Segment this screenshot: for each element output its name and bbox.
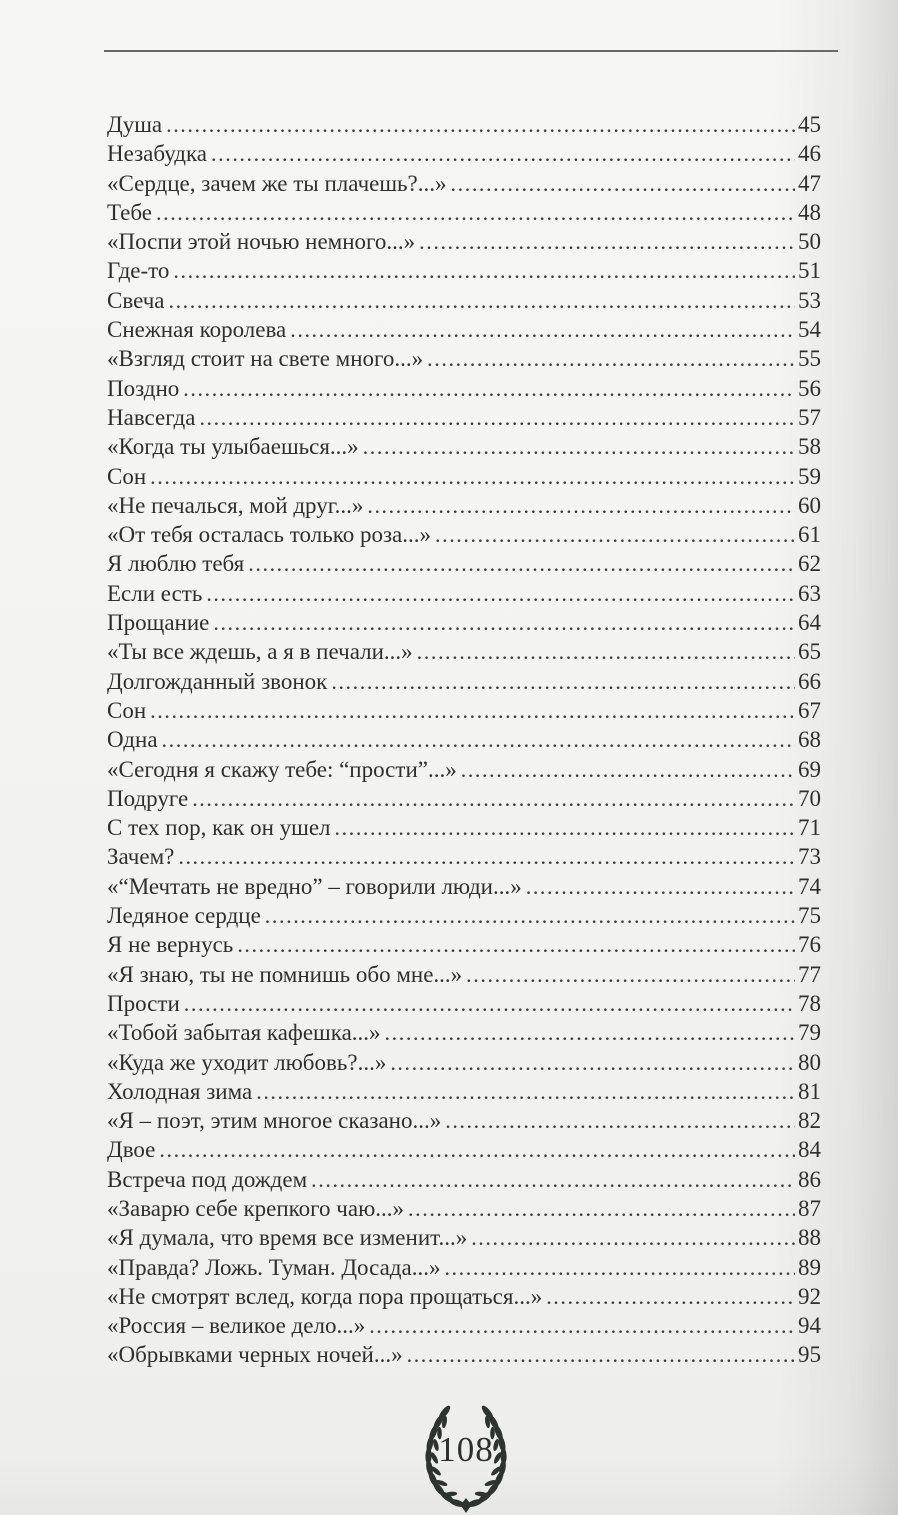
toc-entry-page: 67 bbox=[798, 697, 821, 723]
page-number-ornament bbox=[396, 1390, 536, 1514]
toc-entry-title: Снежная королева bbox=[107, 317, 287, 343]
toc-entry-page: 55 bbox=[798, 346, 821, 372]
toc-entry bbox=[107, 842, 821, 871]
toc-entry bbox=[107, 110, 821, 139]
toc-entry bbox=[107, 1223, 821, 1252]
toc-entry bbox=[107, 696, 821, 725]
toc-entry-page: 62 bbox=[798, 551, 821, 577]
toc-entry-title: Незабудка bbox=[107, 141, 208, 167]
toc-entry-leader bbox=[166, 110, 795, 139]
toc-entry-leader bbox=[265, 901, 795, 930]
toc-entry bbox=[107, 784, 821, 813]
toc-entry-title: «Я думала, что время все изменит...» bbox=[107, 1225, 468, 1251]
toc-entry-leader bbox=[183, 374, 795, 403]
toc-entry-title: «Заварю себе крепкого чаю...» bbox=[107, 1195, 405, 1221]
toc-entry-title: Подруге bbox=[107, 785, 189, 811]
toc-entry-title: «От тебя осталась только роза...» bbox=[107, 522, 431, 548]
toc-entry-leader bbox=[451, 169, 795, 198]
toc-entry-title: Прощание bbox=[107, 610, 210, 636]
toc-entry-leader bbox=[331, 667, 795, 696]
toc-entry-leader bbox=[408, 1194, 795, 1223]
toc-entry-leader bbox=[445, 1106, 795, 1135]
toc-entry-page: 53 bbox=[798, 287, 821, 313]
toc-entry-title: Встреча под дождем bbox=[107, 1166, 308, 1192]
toc-entry-page: 47 bbox=[798, 170, 821, 196]
toc-entry-page: 73 bbox=[798, 844, 821, 870]
toc-list bbox=[107, 110, 821, 1370]
toc-entry-leader bbox=[168, 286, 795, 315]
toc-entry-page: 69 bbox=[798, 756, 821, 782]
toc-entry-page: 57 bbox=[798, 404, 821, 430]
toc-entry-title: Тебе bbox=[107, 199, 152, 225]
toc-entry bbox=[107, 872, 821, 901]
toc-entry-page: 50 bbox=[798, 229, 821, 255]
toc-entry-page: 51 bbox=[798, 258, 821, 284]
toc-entry-page: 75 bbox=[798, 903, 821, 929]
toc-entry-title: Ледяное сердце bbox=[107, 903, 261, 929]
toc-entry-title: Если есть bbox=[107, 580, 203, 606]
header-rule bbox=[104, 50, 838, 52]
toc-entry-leader bbox=[311, 1165, 795, 1194]
toc-entry-title: «Сегодня я скажу тебе: “прости”...» bbox=[107, 756, 457, 782]
toc-entry-page: 64 bbox=[798, 610, 821, 636]
toc-entry-leader bbox=[466, 960, 795, 989]
toc-entry-title: С тех пор, как он ушел bbox=[107, 815, 331, 841]
toc-entry bbox=[107, 432, 821, 461]
toc-entry-page: 76 bbox=[798, 932, 821, 958]
toc-entry bbox=[107, 139, 821, 168]
toc-entry-leader bbox=[248, 549, 795, 578]
toc-entry-leader bbox=[162, 725, 795, 754]
toc-entry-leader bbox=[213, 608, 795, 637]
toc-entry-page: 58 bbox=[798, 434, 821, 460]
toc-entry-page: 66 bbox=[798, 668, 821, 694]
toc-entry bbox=[107, 725, 821, 754]
toc-entry-title: Холодная зима bbox=[107, 1078, 253, 1104]
toc-entry-page: 54 bbox=[798, 317, 821, 343]
toc-entry bbox=[107, 491, 821, 520]
toc-entry bbox=[107, 1194, 821, 1223]
toc-entry bbox=[107, 989, 821, 1018]
toc-entry-title: «Ты все ждешь, а я в печали...» bbox=[107, 639, 413, 665]
toc-entry bbox=[107, 960, 821, 989]
toc-entry-title: «Взгляд стоит на свете много...» bbox=[107, 346, 424, 372]
toc-entry-page: 82 bbox=[798, 1108, 821, 1134]
toc-entry-page: 56 bbox=[798, 375, 821, 401]
toc-entry-leader bbox=[390, 1048, 795, 1077]
toc-entry-leader bbox=[461, 755, 795, 784]
toc-entry bbox=[107, 755, 821, 784]
toc-entry-leader bbox=[471, 1223, 795, 1252]
toc-entry-page: 92 bbox=[798, 1283, 821, 1309]
toc-entry-page: 95 bbox=[798, 1342, 821, 1368]
toc-entry-title: Я люблю тебя bbox=[107, 551, 245, 577]
toc-entry bbox=[107, 1282, 821, 1311]
toc-entry-title: «Не печалься, мой друг...» bbox=[107, 492, 364, 518]
toc-entry bbox=[107, 1165, 821, 1194]
toc-entry-page: 59 bbox=[798, 463, 821, 489]
toc-entry-title: Двое bbox=[107, 1137, 156, 1163]
toc-entry-leader bbox=[444, 1253, 795, 1282]
toc-entry bbox=[107, 901, 821, 930]
toc-entry bbox=[107, 462, 821, 491]
toc-entry-title: «Обрывками черных ночей...» bbox=[107, 1342, 403, 1368]
toc-entry-title: «Я знаю, ты не помнишь обо мне...» bbox=[107, 961, 463, 987]
toc-entry-leader bbox=[367, 491, 795, 520]
toc-entry-title: Навсегда bbox=[107, 404, 196, 430]
toc-entry-page: 61 bbox=[798, 522, 821, 548]
toc-entry bbox=[107, 1253, 821, 1282]
toc-entry-page: 87 bbox=[798, 1195, 821, 1221]
toc-entry-leader bbox=[385, 1018, 795, 1047]
toc-entry bbox=[107, 1135, 821, 1164]
toc-entry-page: 63 bbox=[798, 580, 821, 606]
toc-entry-title: Сон bbox=[107, 463, 147, 489]
toc-entry-leader bbox=[407, 1340, 795, 1369]
toc-entry-page: 78 bbox=[798, 990, 821, 1016]
toc-entry-leader bbox=[546, 1282, 795, 1311]
toc-entry-title: Зачем? bbox=[107, 844, 175, 870]
toc-entry-page: 48 bbox=[798, 199, 821, 225]
toc-entry-page: 46 bbox=[798, 141, 821, 167]
toc-entry-title: Свеча bbox=[107, 287, 165, 313]
toc-entry-page: 74 bbox=[798, 873, 821, 899]
toc-entry-page: 81 bbox=[798, 1078, 821, 1104]
toc-entry bbox=[107, 227, 821, 256]
toc-entry bbox=[107, 637, 821, 666]
toc-entry-leader bbox=[256, 1077, 795, 1106]
toc-entry bbox=[107, 169, 821, 198]
toc-entry bbox=[107, 930, 821, 959]
toc-entry bbox=[107, 198, 821, 227]
toc-entry bbox=[107, 286, 821, 315]
toc-entry bbox=[107, 315, 821, 344]
toc-entry-page: 45 bbox=[798, 112, 821, 137]
toc-entry-title: Долгожданный звонок bbox=[107, 668, 328, 694]
toc-entry-leader bbox=[150, 462, 795, 491]
toc-entry-page: 89 bbox=[798, 1254, 821, 1280]
toc-entry-leader bbox=[290, 315, 795, 344]
toc-entry-page: 84 bbox=[798, 1137, 821, 1163]
toc-entry bbox=[107, 608, 821, 637]
toc-entry-page: 60 bbox=[798, 492, 821, 518]
toc-entry bbox=[107, 813, 821, 842]
toc-entry-leader bbox=[419, 227, 795, 256]
toc-entry-leader bbox=[237, 930, 795, 959]
toc-entry bbox=[107, 256, 821, 285]
toc-entry-title: «Я – поэт, этим многое сказано...» bbox=[107, 1108, 442, 1134]
toc-entry bbox=[107, 1106, 821, 1135]
toc-entry-leader bbox=[184, 989, 795, 1018]
toc-entry bbox=[107, 549, 821, 578]
toc-entry-page: 68 bbox=[798, 727, 821, 753]
toc-entry-leader bbox=[199, 403, 795, 432]
toc-entry bbox=[107, 344, 821, 373]
toc-entry-title: Одна bbox=[107, 727, 158, 753]
toc-entry-page: 71 bbox=[798, 815, 821, 841]
toc-entry-leader bbox=[178, 842, 795, 871]
toc-entry-leader bbox=[192, 784, 795, 813]
toc-entry-page: 80 bbox=[798, 1049, 821, 1075]
toc-entry-title: Сон bbox=[107, 697, 147, 723]
toc-entry bbox=[107, 579, 821, 608]
page-number-badge: 108 bbox=[438, 1430, 494, 1469]
toc-entry-title: Где-то bbox=[107, 258, 170, 284]
toc-entry-title: «Поспи этой ночью немного...» bbox=[107, 229, 416, 255]
toc-entry-leader bbox=[363, 432, 795, 461]
toc-entry-leader bbox=[526, 872, 795, 901]
toc-entry-leader bbox=[417, 637, 795, 666]
toc-entry bbox=[107, 1048, 821, 1077]
toc-entry-leader bbox=[211, 139, 795, 168]
toc-entry bbox=[107, 374, 821, 403]
toc-entry-leader bbox=[156, 198, 795, 227]
toc-entry-title: Поздно bbox=[107, 375, 180, 401]
toc-entry-title: «Россия – великое дело...» bbox=[107, 1313, 366, 1339]
toc-entry-leader bbox=[150, 696, 795, 725]
toc-entry-title: Прости bbox=[107, 990, 180, 1016]
toc-entry-title: «Не смотрят вслед, когда пора прощаться...» bbox=[107, 1283, 543, 1309]
toc-entry-page: 70 bbox=[798, 785, 821, 811]
toc-entry-page: 94 bbox=[798, 1313, 821, 1339]
toc-entry-title: «Правда? Ложь. Туман. Досада...» bbox=[107, 1254, 441, 1280]
toc-entry-title: Я не вернусь bbox=[107, 932, 234, 958]
toc-entry bbox=[107, 1077, 821, 1106]
toc-entry-title: «Куда же уходит любовь?...» bbox=[107, 1049, 387, 1075]
toc-entry-title: «Когда ты улыбаешься...» bbox=[107, 434, 359, 460]
toc-entry bbox=[107, 1340, 821, 1369]
toc-entry bbox=[107, 1018, 821, 1047]
toc-entry-leader bbox=[435, 520, 795, 549]
toc-entry-leader bbox=[159, 1135, 795, 1164]
toc-entry bbox=[107, 520, 821, 549]
toc-entry-page: 79 bbox=[798, 1020, 821, 1046]
toc-entry-title: Душа bbox=[107, 112, 163, 137]
toc-entry-title: «Сердце, зачем же ты плачешь?...» bbox=[107, 170, 447, 196]
toc-entry-title: «“Мечтать не вредно” – говорили люди...» bbox=[107, 873, 522, 899]
toc-entry bbox=[107, 403, 821, 432]
toc-entry-leader bbox=[369, 1311, 795, 1340]
toc-entry-leader bbox=[335, 813, 795, 842]
toc-entry-page: 65 bbox=[798, 639, 821, 665]
toc-entry-page: 88 bbox=[798, 1225, 821, 1251]
toc-entry-leader bbox=[206, 579, 795, 608]
toc-entry bbox=[107, 1311, 821, 1340]
toc-entry-title: «Тобой забытая кафешка...» bbox=[107, 1020, 381, 1046]
toc-entry bbox=[107, 667, 821, 696]
toc-entry-leader bbox=[173, 256, 795, 285]
toc-entry-page: 77 bbox=[798, 961, 821, 987]
toc-entry-page: 86 bbox=[798, 1166, 821, 1192]
toc-entry-leader bbox=[427, 344, 795, 373]
